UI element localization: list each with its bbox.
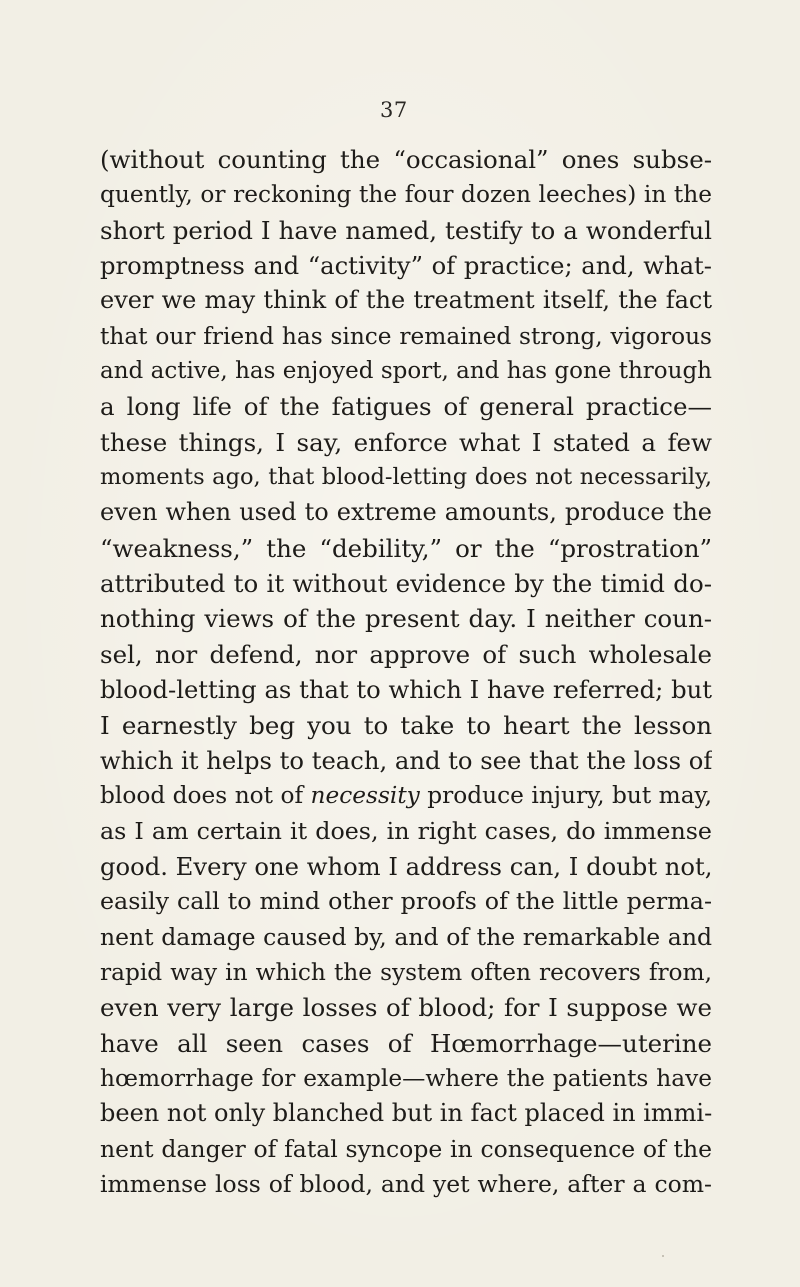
line-segment: produce injury, but may,	[419, 782, 712, 810]
body-text	[100, 142, 712, 1202]
text-line: even very large losses of blood; for I suppose we	[100, 993, 712, 1023]
text-line: sel, nor defend, nor approve of such wholesale	[100, 639, 712, 669]
text-line: rapid way in which the system often recovers from,	[100, 958, 712, 986]
text-line: which it helps to teach, and to see that the loss of	[100, 745, 712, 775]
text-line: attributed to it without evidence by the timid do-	[100, 569, 712, 599]
text-line: been not only blanched but in fact placed in immi-	[100, 1099, 712, 1128]
text-line: short period I have named, testify to a wonderful	[100, 215, 712, 245]
text-line: promptness and “activity” of practice; and, what-	[100, 251, 712, 281]
text-line: even when used to extreme amounts, produce the	[100, 498, 712, 527]
text-line: as I am certain it does, in right cases, do immense	[100, 816, 712, 845]
text-line: have all seen cases of Hœmorrhage—uterine	[100, 1028, 712, 1058]
text-line: easily call to mind other proofs of the little perma-	[100, 887, 712, 916]
text-line: nothing views of the present day. I neither coun-	[100, 604, 712, 634]
text-line-italic	[100, 778, 712, 813]
text-line: nent danger of fatal syncope in consequence of the	[100, 1134, 712, 1163]
text-line: blood-letting as that to which I have referred; but	[100, 675, 712, 705]
text-line: I earnestly beg you to take to heart the lesson	[100, 710, 712, 740]
paper-speck	[662, 1255, 664, 1257]
text-line: and active, has enjoyed sport, and has gone through	[100, 358, 712, 385]
line-segment: blood does not of	[100, 782, 311, 810]
text-line: these things, I say, enforce what I stated a few	[100, 427, 712, 457]
text-line: (without counting the “occasional” ones subse-	[100, 145, 712, 174]
text-line: a long life of the fatigues of general practice—	[100, 392, 712, 422]
page-number: 37	[380, 98, 408, 122]
italic-word: necessity	[310, 782, 420, 810]
text-line: nent damage caused by, and of the remarkable and	[100, 922, 712, 951]
text-line: ever we may think of the treatment itself, the fact	[100, 286, 712, 315]
text-line: that our friend has since remained strong, vigorous	[100, 322, 712, 350]
text-line: quently, or reckoning the four dozen leeches) in the	[100, 181, 712, 209]
text-line: immense loss of blood, and yet where, after a com-	[100, 1169, 712, 1198]
text-line: hœmorrhage for example—where the patients have	[100, 1064, 712, 1092]
text-line: good. Every one whom I address can, I doubt not,	[100, 851, 712, 881]
text-line: “weakness,” the “debility,” or the “prostration”	[100, 533, 712, 563]
text-line: moments ago, that blood-letting does not necessarily,	[100, 464, 712, 491]
